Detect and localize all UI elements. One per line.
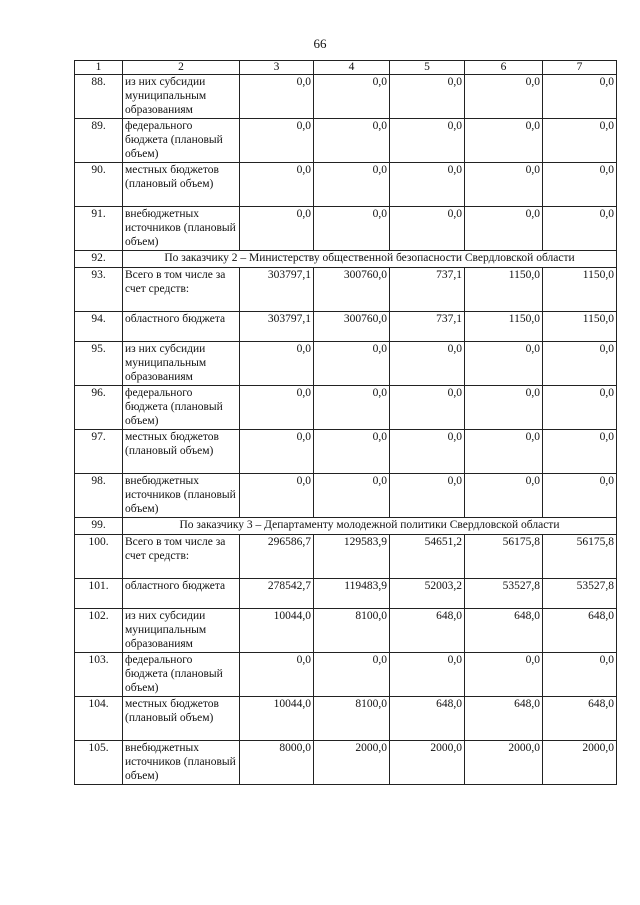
value-cell: 8000,0 bbox=[240, 741, 314, 785]
row-number: 93. bbox=[75, 268, 123, 312]
table-row bbox=[75, 119, 617, 163]
row-number: 96. bbox=[75, 386, 123, 430]
value-cell: 278542,7 bbox=[240, 579, 314, 609]
row-number: 95. bbox=[75, 342, 123, 386]
row-number: 88. bbox=[75, 75, 123, 119]
value-cell: 1150,0 bbox=[465, 268, 543, 312]
value-cell: 0,0 bbox=[240, 386, 314, 430]
value-cell: 648,0 bbox=[465, 609, 543, 653]
value-cell: 0,0 bbox=[314, 342, 390, 386]
value-cell: 0,0 bbox=[314, 75, 390, 119]
value-cell: 1150,0 bbox=[465, 312, 543, 342]
table-row bbox=[75, 609, 617, 653]
table-row bbox=[75, 697, 617, 741]
value-cell: 10044,0 bbox=[240, 609, 314, 653]
section-title: По заказчику 2 – Министерству общественной безопасности Свердловской области bbox=[123, 251, 617, 268]
value-cell: 0,0 bbox=[390, 653, 465, 697]
value-cell: 0,0 bbox=[240, 207, 314, 251]
value-cell: 300760,0 bbox=[314, 312, 390, 342]
row-number: 94. bbox=[75, 312, 123, 342]
value-cell: 0,0 bbox=[543, 207, 617, 251]
row-label: федерального бюджета (плановый объем) bbox=[123, 653, 240, 697]
row-label: из них субсидии муниципальным образованиям bbox=[123, 609, 240, 653]
value-cell: 129583,9 bbox=[314, 535, 390, 579]
value-cell: 0,0 bbox=[465, 474, 543, 518]
row-number: 90. bbox=[75, 163, 123, 207]
row-label: Всего в том числе за счет средств: bbox=[123, 535, 240, 579]
value-cell: 2000,0 bbox=[543, 741, 617, 785]
value-cell: 737,1 bbox=[390, 312, 465, 342]
value-cell: 0,0 bbox=[390, 342, 465, 386]
value-cell: 300760,0 bbox=[314, 268, 390, 312]
value-cell: 56175,8 bbox=[465, 535, 543, 579]
value-cell: 52003,2 bbox=[390, 579, 465, 609]
table-row bbox=[75, 312, 617, 342]
row-label: областного бюджета bbox=[123, 312, 240, 342]
budget-table bbox=[74, 60, 617, 785]
section-title: По заказчику 3 – Департаменту молодежной политики Свердловской области bbox=[123, 518, 617, 535]
column-header: 6 bbox=[465, 61, 543, 75]
value-cell: 119483,9 bbox=[314, 579, 390, 609]
value-cell: 0,0 bbox=[465, 163, 543, 207]
value-cell: 0,0 bbox=[465, 430, 543, 474]
value-cell: 648,0 bbox=[543, 609, 617, 653]
column-header: 4 bbox=[314, 61, 390, 75]
table-row bbox=[75, 535, 617, 579]
value-cell: 53527,8 bbox=[543, 579, 617, 609]
value-cell: 0,0 bbox=[314, 119, 390, 163]
value-cell: 0,0 bbox=[390, 430, 465, 474]
value-cell: 0,0 bbox=[314, 207, 390, 251]
row-label: федерального бюджета (плановый объем) bbox=[123, 119, 240, 163]
value-cell: 0,0 bbox=[390, 386, 465, 430]
value-cell: 54651,2 bbox=[390, 535, 465, 579]
row-label: из них субсидии муниципальным образованиям bbox=[123, 75, 240, 119]
value-cell: 0,0 bbox=[240, 474, 314, 518]
row-label: местных бюджетов (плановый объем) bbox=[123, 430, 240, 474]
table-row bbox=[75, 342, 617, 386]
column-header-row bbox=[75, 61, 617, 75]
value-cell: 0,0 bbox=[240, 342, 314, 386]
row-label: местных бюджетов (плановый объем) bbox=[123, 163, 240, 207]
row-number: 97. bbox=[75, 430, 123, 474]
row-label: из них субсидии муниципальным образованиям bbox=[123, 342, 240, 386]
table-row bbox=[75, 386, 617, 430]
value-cell: 303797,1 bbox=[240, 268, 314, 312]
value-cell: 1150,0 bbox=[543, 312, 617, 342]
value-cell: 0,0 bbox=[543, 474, 617, 518]
value-cell: 0,0 bbox=[314, 653, 390, 697]
value-cell: 0,0 bbox=[465, 386, 543, 430]
table-row bbox=[75, 207, 617, 251]
value-cell: 2000,0 bbox=[390, 741, 465, 785]
value-cell: 0,0 bbox=[465, 342, 543, 386]
row-label: Всего в том числе за счет средств: bbox=[123, 268, 240, 312]
row-label: областного бюджета bbox=[123, 579, 240, 609]
value-cell: 2000,0 bbox=[314, 741, 390, 785]
row-number: 105. bbox=[75, 741, 123, 785]
value-cell: 0,0 bbox=[390, 474, 465, 518]
value-cell: 53527,8 bbox=[465, 579, 543, 609]
row-number: 99. bbox=[75, 518, 123, 535]
value-cell: 0,0 bbox=[465, 653, 543, 697]
row-label: внебюджетных источников (плановый объем) bbox=[123, 474, 240, 518]
column-header: 3 bbox=[240, 61, 314, 75]
value-cell: 0,0 bbox=[390, 163, 465, 207]
row-number: 89. bbox=[75, 119, 123, 163]
row-label: внебюджетных источников (плановый объем) bbox=[123, 207, 240, 251]
table-row bbox=[75, 268, 617, 312]
value-cell: 737,1 bbox=[390, 268, 465, 312]
row-number: 104. bbox=[75, 697, 123, 741]
column-header: 7 bbox=[543, 61, 617, 75]
value-cell: 296586,7 bbox=[240, 535, 314, 579]
value-cell: 10044,0 bbox=[240, 697, 314, 741]
value-cell: 0,0 bbox=[465, 75, 543, 119]
section-row bbox=[75, 251, 617, 268]
value-cell: 0,0 bbox=[390, 119, 465, 163]
value-cell: 56175,8 bbox=[543, 535, 617, 579]
row-number: 91. bbox=[75, 207, 123, 251]
value-cell: 0,0 bbox=[390, 75, 465, 119]
value-cell: 0,0 bbox=[314, 430, 390, 474]
value-cell: 0,0 bbox=[543, 119, 617, 163]
table-row bbox=[75, 430, 617, 474]
value-cell: 0,0 bbox=[543, 163, 617, 207]
value-cell: 0,0 bbox=[543, 342, 617, 386]
row-number: 101. bbox=[75, 579, 123, 609]
row-number: 102. bbox=[75, 609, 123, 653]
value-cell: 0,0 bbox=[543, 386, 617, 430]
row-label: внебюджетных источников (плановый объем) bbox=[123, 741, 240, 785]
value-cell: 0,0 bbox=[240, 75, 314, 119]
column-header: 2 bbox=[123, 61, 240, 75]
table-row bbox=[75, 474, 617, 518]
row-label: местных бюджетов (плановый объем) bbox=[123, 697, 240, 741]
value-cell: 0,0 bbox=[543, 653, 617, 697]
table-row bbox=[75, 741, 617, 785]
value-cell: 1150,0 bbox=[543, 268, 617, 312]
value-cell: 0,0 bbox=[240, 163, 314, 207]
value-cell: 648,0 bbox=[465, 697, 543, 741]
value-cell: 0,0 bbox=[314, 474, 390, 518]
value-cell: 0,0 bbox=[543, 430, 617, 474]
column-header: 1 bbox=[75, 61, 123, 75]
row-number: 92. bbox=[75, 251, 123, 268]
value-cell: 0,0 bbox=[314, 386, 390, 430]
value-cell: 648,0 bbox=[543, 697, 617, 741]
value-cell: 0,0 bbox=[314, 163, 390, 207]
value-cell: 0,0 bbox=[465, 119, 543, 163]
value-cell: 8100,0 bbox=[314, 609, 390, 653]
value-cell: 0,0 bbox=[240, 119, 314, 163]
budget-table-body bbox=[75, 61, 617, 785]
value-cell: 0,0 bbox=[240, 653, 314, 697]
value-cell: 0,0 bbox=[465, 207, 543, 251]
table-row bbox=[75, 653, 617, 697]
table-row bbox=[75, 579, 617, 609]
value-cell: 648,0 bbox=[390, 609, 465, 653]
column-header: 5 bbox=[390, 61, 465, 75]
value-cell: 8100,0 bbox=[314, 697, 390, 741]
value-cell: 0,0 bbox=[240, 430, 314, 474]
row-number: 103. bbox=[75, 653, 123, 697]
row-label: федерального бюджета (плановый объем) bbox=[123, 386, 240, 430]
section-row bbox=[75, 518, 617, 535]
row-number: 98. bbox=[75, 474, 123, 518]
value-cell: 303797,1 bbox=[240, 312, 314, 342]
value-cell: 0,0 bbox=[543, 75, 617, 119]
row-number: 100. bbox=[75, 535, 123, 579]
value-cell: 0,0 bbox=[390, 207, 465, 251]
table-row bbox=[75, 163, 617, 207]
value-cell: 2000,0 bbox=[465, 741, 543, 785]
page-number: 66 bbox=[313, 36, 327, 51]
table-row bbox=[75, 75, 617, 119]
value-cell: 648,0 bbox=[390, 697, 465, 741]
